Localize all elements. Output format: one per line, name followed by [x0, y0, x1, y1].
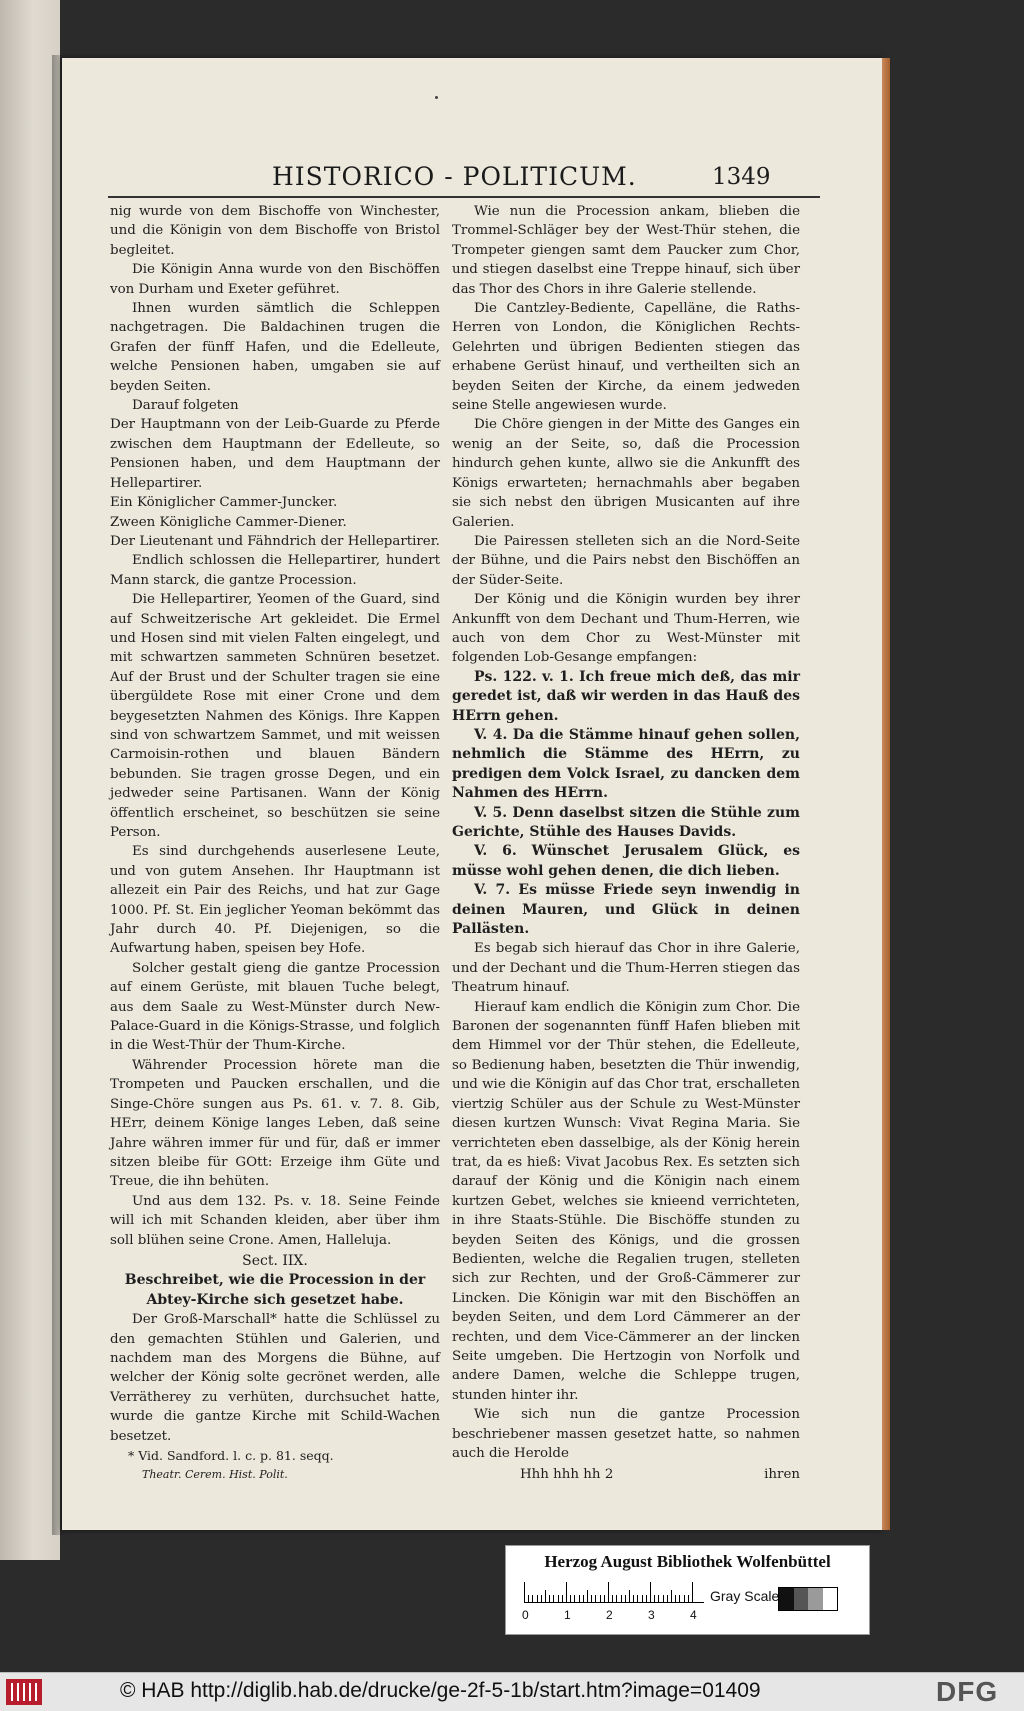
paragraph: nig wurde von dem Bischoffe von Winchester, und die Königin von dem Bischoffe von Bristol begleitet. — [110, 204, 440, 258]
ruler-tick — [570, 1595, 571, 1602]
ruler-tick — [608, 1582, 609, 1602]
paragraph: Wie nun die Procession ankam, blieben die Trommel-Schläger bey der West-Thür stehen, die Trompeter giengen samt dem Paucker zum Chor, und stiegen daselbst eine Treppe hinauf, sich über das Thor des Chors in ihre Galerie stellende. — [452, 204, 800, 297]
page-edge — [882, 58, 890, 1530]
scale-ruler — [524, 1582, 704, 1603]
ruler-tick — [675, 1595, 676, 1602]
paragraph: Die Pairessen stelleten sich an die Nord-Seite der Bühne, und die Pairs nebst den Bischöffen an der Süder-Seite. — [452, 533, 800, 588]
paragraph: Es begab sich hierauf das Chor in ihre Galerie, und der Dechant und die Thum-Herren stiegen das Theatrum hinauf. — [452, 941, 800, 996]
ruler-tick — [616, 1595, 617, 1602]
ruler-tick — [553, 1595, 554, 1602]
paragraph: Wie sich nun die gantze Procession beschriebener massen gesetzet hatte, so nahmen auch die Herolde — [452, 1407, 800, 1461]
gray-swatch — [779, 1588, 794, 1610]
paragraph: Zween Königliche Cammer-Diener. — [110, 514, 347, 530]
ruler-tick — [558, 1595, 559, 1602]
paragraph: Es sind durchgehends auserlesene Leute, und von gutem Ansehen. Ihr Hauptmann ist allezeit ein Pair des Reichs, und hat zur Gage 1000. Pf. St. Ein jeglicher Yeoman bekömmt das Jahr durch 40. Pf. Diejenigen, so die Aufwartung haben, speisen bey Hofe. — [110, 844, 440, 957]
paragraph: Der Groß-Marschall* hatte die Schlüssel zu den gemachten Stühlen und Galerien, und nachdem man des Morgens die Bühne, auf welcher der König solte gecrönet werden, alle Verrätherey zu verhüten, durchsuchet hatte, wurde die gantze Kirche mit Schild-Wachen besetzet. — [110, 1312, 440, 1444]
ruler-tick — [679, 1595, 680, 1602]
ruler-tick — [671, 1590, 672, 1602]
psalm-verse: V. 6. Wünschet Jerusalem Glück, es müsse wohl gehen denen, die dich lieben. — [452, 843, 800, 879]
ruler-tick — [684, 1595, 685, 1602]
paragraph: Die Hellepartirer, Yeomen of the Guard, sind auf Schweitzerische Art gekleidet. Die Ermel und Hosen sind mit vielen Falten eingelegt, und mit schwartzen sammeten Schnüren besetzet. Auf der Brust und der Schulter tragen sie eine übergüldete Rose mit einer Crone und dem beygesetzten Nahmen des Königs. Ihre Kappen sind von schwartzem Sammet, und mit weissen Carmoisin-rothen und blauen Bändern bebunden. Sie tragen grosse Degen, und ein jedweder seine Partisanen. Wann der König öffentlich erscheinet, so beschützen sie seine Person. — [110, 592, 440, 840]
header-rule — [108, 196, 820, 198]
ruler-number: 0 — [522, 1608, 529, 1622]
page-number: 1349 — [712, 164, 771, 190]
running-title: HISTORICO - POLITICUM. — [272, 162, 637, 191]
ruler-tick — [650, 1582, 651, 1602]
ruler-tick — [574, 1595, 575, 1602]
ruler-tick — [587, 1590, 588, 1602]
catchword: ihren — [764, 1467, 800, 1483]
paragraph: Die Chöre giengen in der Mitte des Ganges ein wenig an der Seite, so, daß die Procession hindurch gehen kunte, allwo sie die Ankunfft des Königs erwarteten; hernachmahls aber begaben sie sich nebst den übrigen Musicanten auf ihre Galerien. — [452, 417, 800, 530]
paragraph: Ihnen wurden sämtlich die Schleppen nachgetragen. Die Baldachinen trugen die Grafen der fünff Hafen, und die Edelleute, welche Pensionen haben, umgaben sie auf beyden Seiten. — [110, 301, 440, 394]
library-title: Herzog August Bibliothek Wolfenbüttel — [544, 1552, 831, 1571]
paragraph: Hierauf kam endlich die Königin zum Chor. Die Baronen der sogenannten fünff Hafen blieben mit dem Himmel vor der Thür stehen, die Edelleute, so Bedienung haben, besetzten die Thür inwendig, und wie die Königin auf das Chor trat, erschalleten viertzig Schüler aus der Schule zu West-Münster diesen kurtzen Wunsch: Vivat Regina Maria. Sie verrichteten eben dasselbige, als der König herein trat, da es hieß: Vivat Jacobus Rex. Es setzten sich darauf der König und die Königin nach einem kurtzen Gebet, welches sie knieend verrichteten, in ihre Staats-Stühle. Die Bischöffe stunden zu beyden Seiten des Königs, und die grossen Bedienten, welche die Regalien trugen, stelleten sich zur Rechten, und der Groß-Cämmerer zur Lincken. Die Königin war mit den Bischöffen an beyden Seiten, und dem Lord Cämmerer an der rechten, und dem Vice-Cämmerer an der lincken Seite umgeben. Die Hertzogin von Norfolk und andere Damen, welche die Schleppe trugen, stunden hinter ihr. — [452, 999, 800, 1403]
paragraph: Der Lieutenant und Fähndrich der Hellepartirer. — [110, 533, 440, 549]
psalm-verse: Ps. 122. v. 1. Ich freue mich deß, das mir geredet ist, daß wir werden in das Hauß des HErrn gehen. — [452, 668, 800, 724]
section-heading: Beschreibet, wie die Procession in der Abtey-Kirche sich gesetzet habe. — [124, 1272, 426, 1308]
gray-swatch — [808, 1588, 823, 1610]
ruler-tick — [600, 1595, 601, 1602]
paragraph: Endlich schlossen die Hellepartirer, hundert Mann starck, die gantze Procession. — [110, 553, 440, 588]
ruler-tick — [629, 1590, 630, 1602]
paragraph: Der König und die Königin wurden bey ihrer Ankunfft von dem Dechant und Thum-Herren, wie auch von dem Chor zu West-Münster mit folgenden Lob-Gesange empfangen: — [452, 592, 800, 666]
psalm-verse: V. 5. Denn daselbst sitzen die Stühle zum Gerichte, Stühle des Hauses Davids. — [452, 804, 800, 840]
ruler-tick — [654, 1595, 655, 1602]
paragraph: Und aus dem 132. Ps. v. 18. Seine Feinde will ich mit Schanden kleiden, aber über ihm soll blühen seine Crone. Amen, Halleluja. — [110, 1193, 440, 1248]
footer-title: Theatr. Cerem. Hist. Polit. — [142, 1468, 288, 1482]
ruler-tick — [566, 1582, 567, 1602]
ruler-tick — [658, 1595, 659, 1602]
ruler-tick — [612, 1595, 613, 1602]
gray-swatch — [823, 1588, 838, 1610]
gray-swatch — [794, 1588, 809, 1610]
left-column — [110, 202, 440, 1485]
ruler-tick — [646, 1595, 647, 1602]
paragraph: Währender Procession hörete man die Trompeten und Paucken erschallen, und die Singe-Chöre sungen aus Ps. 61. v. 7. 8. Gib, HErr, deinem Könige langes Leben, daß seine Jahre währen immer für und für, daß er immer sitzen bleibe für GOtt: Erzeige ihm Güte und Treue, die ihn behüten. — [110, 1057, 440, 1190]
psalm-verse: V. 7. Es müsse Friede seyn inwendig in deinen Mauren, und Glück in deinen Pallästen. — [452, 882, 800, 938]
gray-scale-bar — [778, 1587, 838, 1611]
ruler-number: 3 — [648, 1608, 655, 1622]
paragraph: Ein Königlicher Cammer-Juncker. — [110, 495, 338, 511]
signature-line — [452, 1465, 800, 1484]
hab-logo-icon — [6, 1679, 42, 1705]
library-card — [505, 1545, 870, 1635]
paragraph: Die Cantzley-Bediente, Capelläne, die Raths-Herren von London, die Königlichen Rechts-Gelehrten und übrigen Bedienten stiegen das erhabene Gerüst hinauf, und vertheilten sich an beyden Seiten der Kirche, da einem jedweden seine Stelle angewiesen wurde. — [452, 301, 800, 414]
ruler-tick — [595, 1595, 596, 1602]
ruler-tick — [528, 1595, 529, 1602]
ruler-tick — [591, 1595, 592, 1602]
ruler-tick — [633, 1595, 634, 1602]
page-dot — [435, 96, 438, 99]
ruler-tick — [549, 1595, 550, 1602]
left-page-edge — [0, 0, 60, 1560]
gray-scale-label: Gray Scale — [710, 1588, 780, 1604]
paragraph: Der Hauptmann von der Leib-Guarde zu Pferde zwischen dem Hauptmann der Edelleute, so Pensionen haben, und dem Hauptmann der Hellepartirer. — [110, 417, 440, 491]
dfg-logo: DFG — [936, 1676, 999, 1707]
bottom-bar — [0, 1672, 1024, 1711]
psalm-verse: V. 4. Da die Stämme hinauf gehen sollen, nehmlich die Stämme des HErrn, zu predigen dem Volck Israel, zu dancken dem Nahmen des HErrn. — [452, 726, 800, 802]
right-column — [452, 202, 800, 1485]
ruler-tick — [604, 1595, 605, 1602]
section-number: Sect. IIX. — [242, 1252, 308, 1269]
ruler-tick — [692, 1582, 693, 1602]
footnote: * Vid. Sandford. l. c. p. 81. seqq. — [128, 1448, 334, 1463]
paragraph: Die Königin Anna wurde von den Bischöffen von Durham und Exeter geführet. — [110, 262, 440, 297]
ruler-tick — [541, 1595, 542, 1602]
ruler-tick — [583, 1595, 584, 1602]
ruler-tick — [663, 1595, 664, 1602]
ruler-tick — [688, 1595, 689, 1602]
ruler-tick — [579, 1595, 580, 1602]
source-url[interactable]: © HAB http://diglib.hab.de/drucke/ge-2f-5-1b/start.htm?image=01409 — [120, 1679, 761, 1702]
ruler-tick — [524, 1582, 525, 1602]
paragraph: Solcher gestalt gieng die gantze Procession auf einem Gerüste, mit blauen Tuche belegt, aus dem Saale zu West-Münster durch New-Palace-Guard in die Königs-Strasse, und folglich in die West-Thür der Thum-Kirche. — [110, 960, 440, 1054]
ruler-tick — [537, 1595, 538, 1602]
ruler-number: 2 — [606, 1608, 613, 1622]
ruler-tick — [562, 1595, 563, 1602]
paragraph: Darauf folgeten — [132, 398, 239, 414]
book-page — [62, 58, 882, 1530]
signature-mark: Hhh hhh hh 2 — [520, 1467, 614, 1483]
ruler-tick — [621, 1595, 622, 1602]
ruler-tick — [625, 1595, 626, 1602]
ruler-tick — [637, 1595, 638, 1602]
ruler-tick — [667, 1595, 668, 1602]
ruler-tick — [642, 1595, 643, 1602]
ruler-number: 1 — [564, 1608, 571, 1622]
ruler-number: 4 — [690, 1608, 697, 1622]
ruler-tick — [532, 1595, 533, 1602]
ruler-tick — [545, 1590, 546, 1602]
